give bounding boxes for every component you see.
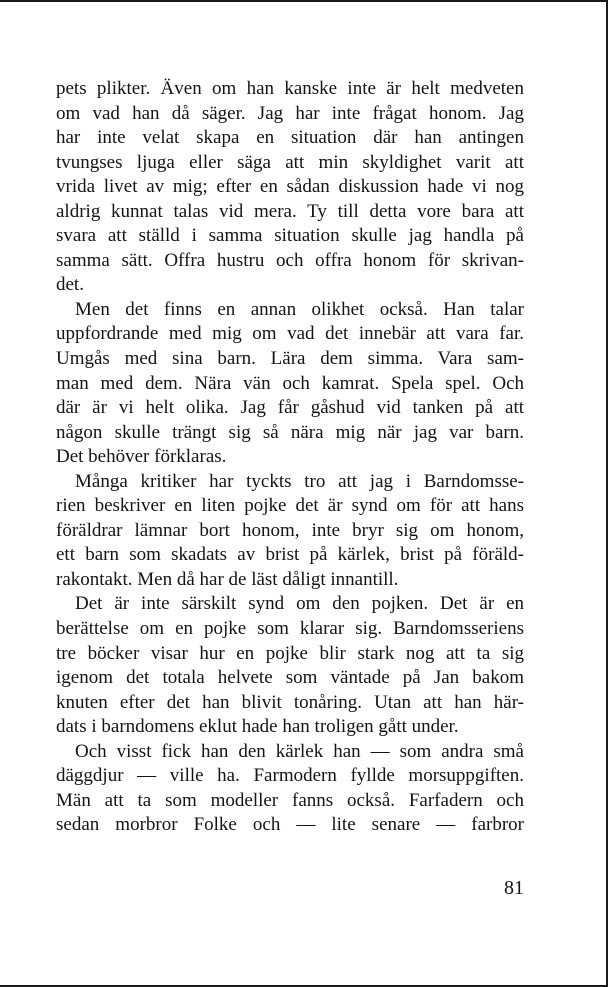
text-line: Men det finns en annan olikhet också. Han talar [75, 298, 524, 320]
text-line: rien beskriver en liten pojke det är synd om för att hans [56, 495, 524, 517]
text-line: uppfordrande med mig om vad det innebär att vara far. [56, 323, 524, 345]
text-line: Och visst fick han den kärlek han — som andra små [75, 740, 524, 762]
text-line: aldrig kunnat talas vid mera. Ty till detta vore bara att [56, 200, 524, 222]
text-line: det. [56, 274, 84, 296]
text-line: pets plikter. Även om han kanske inte är helt medveten [56, 78, 524, 99]
text-line: dats i barndomens eklut hade han troligen gått under. [56, 716, 459, 738]
text-line: Många kritiker har tyckts tro att jag i Barndomsse- [75, 470, 524, 492]
text-line: däggdjur — ville ha. Farmodern fyllde morsuppgiften. [56, 765, 524, 787]
page-edge-top [0, 0, 608, 2]
text-line: tvungses ljuga eller säga att min skyldighet varit att [56, 151, 524, 173]
text-line: berättelse om en pojke som klarar sig. Barndomsseriens [56, 618, 524, 640]
text-line: Det behöver förklaras. [56, 446, 227, 468]
text-line: föräldrar lämnar bort honom, inte bryr sig om honom, [56, 519, 524, 541]
text-line: där är vi helt olika. Jag får gåshud vid tanken på att [56, 397, 524, 419]
text-line: Män att ta som modeller fanns också. Farfadern och [56, 789, 524, 811]
text-line: svara att ställd i samma situation skulle jag handla på [56, 225, 524, 247]
text-line: om vad han då säger. Jag har inte frågat honom. Jag [56, 102, 524, 124]
text-line: någon skulle trängt sig så nära mig när jag var barn. [56, 421, 524, 443]
text-line: igenom det totala helvete som väntade på Jan bakom [56, 667, 524, 689]
body-text [56, 77, 524, 838]
page-number: 81 [504, 877, 524, 899]
text-line: vrida livet av mig; efter en sådan diskussion hade vi nog [56, 176, 524, 198]
text-line: har inte velat skapa en situation där han antingen [56, 127, 524, 149]
text-line: ett barn som skadats av brist på kärlek, brist på föräld- [56, 544, 524, 566]
text-line: rakontakt. Men då har de läst dåligt innantill. [56, 568, 399, 590]
text-line: knuten efter det han blivit tonåring. Utan att han här- [56, 691, 524, 713]
text-line: Det är inte särskilt synd om den pojken. Det är en [75, 593, 524, 615]
text-line: man med dem. Nära vän och kamrat. Spela spel. Och [56, 372, 524, 394]
text-line: sedan morbror Folke och — lite senare — farbror [56, 814, 524, 836]
text-line: samma sätt. Offra hustru och offra honom för skrivan- [56, 249, 524, 271]
text-line: tre böcker visar hur en pojke blir stark nog att ta sig [56, 642, 524, 664]
text-line: Umgås med sina barn. Lära dem simma. Vara sam- [56, 348, 524, 370]
